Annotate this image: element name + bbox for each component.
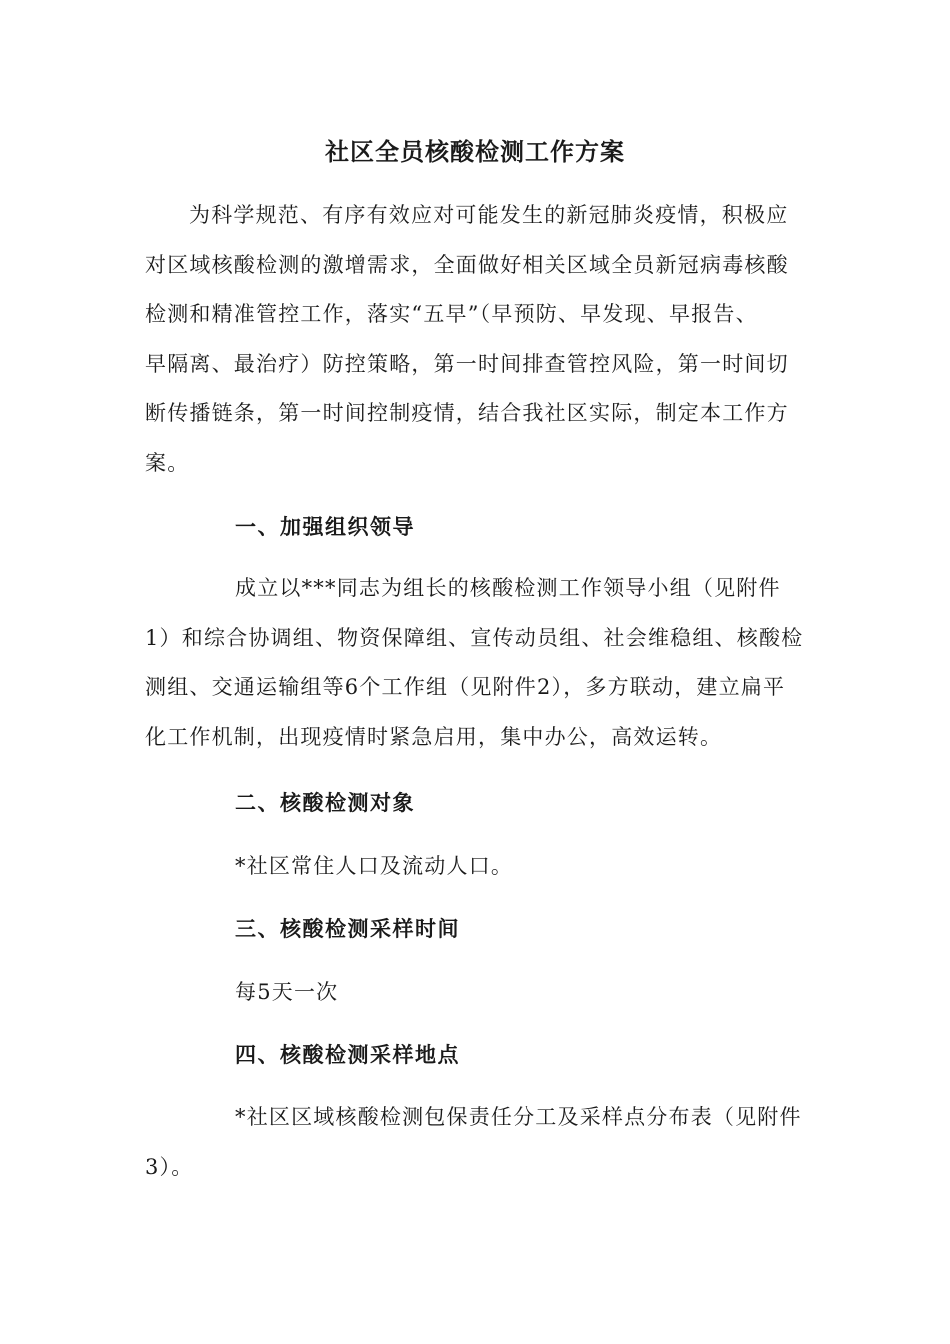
section-organization-paragraph xyxy=(145,564,810,762)
paragraph-line: 案。 xyxy=(145,450,190,475)
paragraph-line: 化工作机制，出现疫情时紧急启用，集中办公，高效运转。 xyxy=(145,724,723,749)
paragraph-line: *社区区域核酸检测包保责任分工及采样点分布表（见附件 xyxy=(235,1105,802,1129)
section-heading-organization: 一、加强组织领导 xyxy=(235,514,415,539)
section-targets-text: *社区常住人口及流动人口。 xyxy=(235,854,514,878)
paragraph-line: 测组、交通运输组等6个工作组（见附件2），多方联动，建立扁平 xyxy=(145,675,786,699)
section-heading-sampling-time: 三、核酸检测采样时间 xyxy=(235,916,460,941)
section-sampling-time-text: 每5天一次 xyxy=(235,980,339,1004)
paragraph-line: 对区域核酸检测的激增需求，全面做好相关区域全员新冠病毒核酸 xyxy=(145,252,789,277)
section-heading-sampling-location: 四、核酸检测采样地点 xyxy=(235,1042,460,1067)
intro-paragraph xyxy=(145,191,810,488)
section-heading-targets: 二、核酸检测对象 xyxy=(235,790,415,815)
paragraph-line: 为科学规范、有序有效应对可能发生的新冠肺炎疫情，积极应 xyxy=(189,203,789,227)
page-title: 社区全员核酸检测工作方案 xyxy=(325,137,625,166)
section-sampling-location-paragraph xyxy=(145,1093,810,1192)
paragraph-line: 1）和综合协调组、物资保障组、宣传动员组、社会维稳组、核酸检 xyxy=(145,625,804,650)
paragraph-line: 早隔离、最治疗）防控策略，第一时间排查管控风险，第一时间切 xyxy=(145,351,789,376)
paragraph-line: 3）。 xyxy=(145,1154,194,1179)
paragraph-line: 断传播链条，第一时间控制疫情，结合我社区实际，制定本工作方 xyxy=(145,401,789,425)
paragraph-line: 检测和精准管控工作，落实“五早”（早预防、早发现、早报告、 xyxy=(145,302,758,326)
paragraph-line: 成立以***同志为组长的核酸检测工作领导小组（见附件 xyxy=(235,576,781,600)
